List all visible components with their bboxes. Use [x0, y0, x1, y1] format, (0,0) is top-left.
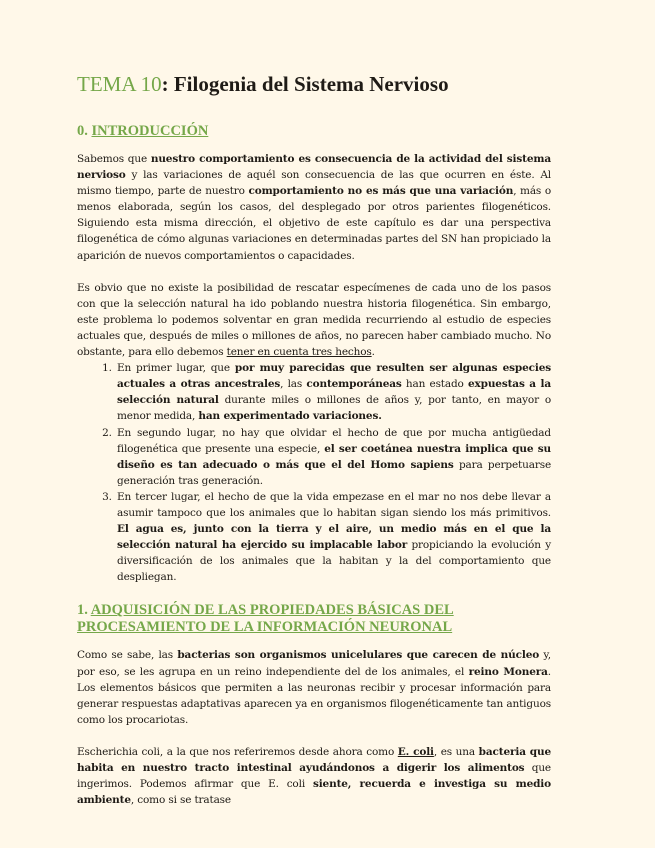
emphasis-underlined: E. coli	[397, 745, 434, 758]
text: para perpetuarse generación tras generación.	[117, 458, 552, 487]
section-0-number: 0.	[77, 123, 92, 139]
list-item	[115, 360, 551, 424]
text: propiciando la evolución y diversificación de los animales que la habitan y la del comportamiento que despliegan.	[117, 539, 551, 584]
text: que ingerimos. Podemos afirmar que E. coli	[77, 762, 551, 791]
text: . Los elementos básicos que permiten a las neuronas recibir y procesar información para generar respuestas adaptativas aparecen ya en organismos filogenéticamente tan antiguos como los procariotas.	[77, 665, 551, 726]
section-0-heading	[77, 123, 551, 140]
section-1-heading	[77, 602, 551, 636]
text: En primer lugar, que	[117, 362, 235, 375]
text: durante miles o millones de años y, por tanto, en mayor o menor medida,	[117, 394, 552, 423]
emphasis: comportamiento no es más que una variación	[248, 185, 514, 198]
emphasis: bacterias son organismos unicelulares que carecen de núcleo	[177, 649, 540, 662]
emphasis: por muy parecidas que resulten ser algunas especies actuales a otras ancestrales	[117, 362, 552, 391]
section-0-title: INTRODUCCIÓN	[91, 123, 209, 139]
list-item	[115, 489, 551, 586]
emphasis: reino Monera	[468, 665, 548, 678]
title-separator: :	[161, 72, 174, 96]
text: y las variaciones de aquél son consecuencia de las que ocurren en éste. Al mismo tiempo, parte de nuestro	[77, 169, 551, 198]
emphasis: El agua es, junto con la tierra y el aire, un medio más en el que la selección natural ha ejercido su implacable labor	[117, 523, 551, 552]
text: Escherichia coli, a la que nos referiremos desde ahora como	[77, 745, 398, 758]
text: Sabemos que	[77, 153, 151, 165]
text: Como se sabe, las	[77, 649, 178, 662]
emphasis: nuestro comportamiento es consecuencia de la actividad del sistema nervioso	[77, 153, 551, 182]
emphasis: han experimentado variaciones.	[198, 410, 382, 423]
emphasis: el ser coetánea nuestra implica que su diseño es tan adecuado o más que el del Homo sapiens	[117, 442, 551, 471]
text: , como si se tratase	[130, 794, 231, 807]
chapter-title	[77, 70, 551, 98]
chapter-number: TEMA 10	[77, 72, 162, 96]
document-content	[77, 70, 551, 824]
underlined-text: tener en cuenta tres hechos	[226, 346, 372, 359]
emphasis: expuestas a la selección natural	[117, 378, 551, 407]
section-0-paragraph-2	[77, 280, 551, 360]
emphasis: bacteria que habita en nuestro tracto intestinal ayudándonos a digerir los alimentos	[77, 745, 552, 774]
text: .	[371, 346, 375, 359]
emphasis: siente, recuerda e investiga su medio ambiente	[77, 778, 551, 807]
text: y, por eso, se les agrupa en un reino independiente del de los animales, el	[77, 649, 551, 678]
section-1-paragraph-2	[77, 744, 551, 808]
text: En tercer lugar, el hecho de que la vida empezase en el mar no nos debe llevar a asumir tampoco que los animales que lo habitan sigan siendo los más primitivos.	[117, 490, 551, 519]
section-1-number: 1.	[77, 602, 91, 619]
section-0-paragraph-1	[77, 151, 551, 264]
text: han estado	[401, 378, 468, 391]
text: , es una	[433, 745, 479, 758]
section-1-paragraph-1	[77, 647, 551, 727]
emphasis: contemporáneas	[306, 378, 402, 391]
text: , más o menos elaborada, según los casos, del desplegado por otros parientes filogenéticos. Siguiendo esta misma dirección, el objetivo de este capítulo es dar una perspectiva filogenética de cómo algunas variaciones en determinadas partes del SN han propiciado la aparición de nuevos comportamientos o capacidades.	[77, 185, 551, 262]
text: Es obvio que no existe la posibilidad de rescatar especímenes de cada uno de los pasos con que la selección natural ha ido poblando nuestra historia filogenética. Sin embargo, este problema lo podemos solventar en gran medida recurriendo al estudio de especies actuales que, después de miles o millones de años, no parecen haber cambiado mucho. No obstante, para ello debemos	[77, 281, 551, 359]
text: , las	[280, 378, 307, 391]
chapter-name: Filogenia del Sistema Nervioso	[173, 72, 449, 96]
section-1-title: ADQUISICIÓN DE LAS PROPIEDADES BÁSICAS DEL PROCESAMIENTO DE LA INFORMACIÓN NEURONAL	[77, 602, 454, 636]
list-item	[115, 425, 551, 489]
text: En segundo lugar, no hay que olvidar el hecho de que por mucha antigüedad filogenética que presente una especie,	[117, 426, 551, 455]
three-facts-list	[77, 360, 551, 585]
